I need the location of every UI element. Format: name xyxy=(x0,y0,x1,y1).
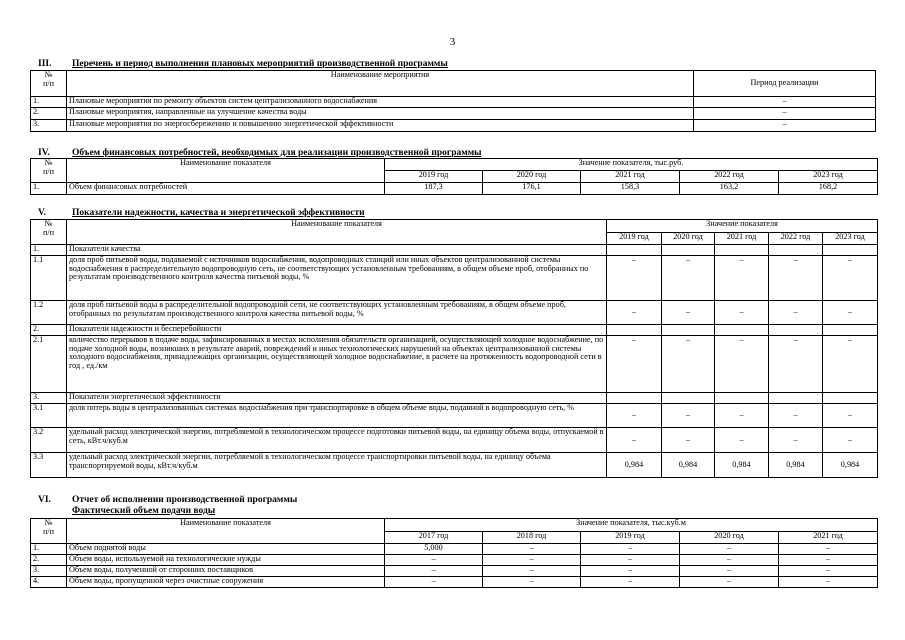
header-indicator-name: Наименование показателя xyxy=(67,519,385,544)
section-title: Отчет об исполнении производственной программы xyxy=(72,495,298,505)
row-period: – xyxy=(694,120,876,132)
row-value: – xyxy=(483,544,581,555)
row-value: – xyxy=(385,566,483,577)
row-period: – xyxy=(694,108,876,120)
group-row xyxy=(31,325,878,336)
row-num: 3. xyxy=(31,120,67,132)
section-title: Перечень и период выполнения плановых мероприятий производственной программы xyxy=(72,59,448,69)
section-4-heading xyxy=(38,148,482,158)
table-row xyxy=(31,108,876,120)
row-num: 3.1 xyxy=(31,404,67,428)
year-header: 2021 год xyxy=(581,171,680,183)
row-value: – xyxy=(715,336,769,393)
table-row xyxy=(31,555,878,566)
row-name: Объем финансовых потребностей xyxy=(67,183,385,195)
section-number: V. xyxy=(38,208,47,218)
row-value: – xyxy=(581,555,680,566)
row-name: количество перерывов в подаче воды, зафиксированных в местах исполнения обязательств организацией, осуществляющей холодное водоснабжение, по подаче холодной воды, возникших в результате аварий, повреждений и иных технологических нарушений на объектах централизованной системы холодного водоснабжения, принадлежащих организации, осуществляющей холодное водоснабжение, в расчете на протяженность водопроводной сети в год , ед./км xyxy=(67,336,607,393)
year-header: 2019 год xyxy=(581,532,680,544)
group-row xyxy=(31,245,878,256)
year-header: 2020 год xyxy=(680,532,779,544)
section-number: VI. xyxy=(38,495,51,505)
row-name: Плановые мероприятия по энергосбережению и повышению энергетической эффективности xyxy=(67,120,694,132)
year-header: 2020 год xyxy=(483,171,581,183)
table-row xyxy=(31,566,878,577)
row-num: 3. xyxy=(31,566,67,577)
row-value: – xyxy=(823,336,878,393)
row-value: – xyxy=(769,336,823,393)
reliability-indicators-table xyxy=(30,219,878,478)
year-header: 2021 год xyxy=(715,233,769,245)
header-num: № п/п xyxy=(31,220,67,245)
row-num: 1. xyxy=(31,183,67,195)
section-number: IV. xyxy=(38,148,50,158)
row-value: – xyxy=(779,577,878,588)
section-6-heading xyxy=(38,495,297,505)
row-name: Плановые мероприятия, направленные на улучшение качества воды xyxy=(67,108,694,120)
row-value: 5,000 xyxy=(385,544,483,555)
header-activity-name: Наименование мероприятия xyxy=(67,71,694,97)
year-header: 2021 год xyxy=(779,532,878,544)
row-num: 2. xyxy=(31,325,67,336)
row-value: 0,984 xyxy=(823,453,878,478)
financial-needs-table xyxy=(30,158,878,195)
row-num: 2. xyxy=(31,555,67,566)
row-value: – xyxy=(715,256,769,301)
header-value: Значение показателя, тыс.куб.м xyxy=(385,519,878,532)
row-value: – xyxy=(715,301,769,325)
row-value: – xyxy=(483,555,581,566)
row-name: Объем воды, используемой на технологические нужды xyxy=(67,555,385,566)
row-num: 1.1 xyxy=(31,256,67,301)
row-value: 187,3 xyxy=(385,183,483,195)
table-row xyxy=(31,97,876,108)
header-period: Период реализации xyxy=(694,71,876,97)
section-title: Показатели надежности, качества и энергетической эффективности xyxy=(72,208,365,218)
row-value: – xyxy=(662,301,715,325)
row-value: – xyxy=(680,577,779,588)
planned-activities-table xyxy=(30,70,876,132)
row-value: – xyxy=(662,336,715,393)
table-row xyxy=(31,336,878,393)
table-row xyxy=(31,183,878,195)
row-value: – xyxy=(823,428,878,453)
row-value: – xyxy=(607,256,662,301)
row-value: – xyxy=(715,404,769,428)
year-header: 2020 год xyxy=(662,233,715,245)
row-value: – xyxy=(385,577,483,588)
header-num: № п/п xyxy=(31,71,67,97)
row-period: – xyxy=(694,97,876,108)
header-indicator-name: Наименование показателя xyxy=(67,159,385,183)
row-value: – xyxy=(769,256,823,301)
row-value: – xyxy=(385,555,483,566)
row-value: 0,984 xyxy=(662,453,715,478)
year-header: 2017 год xyxy=(385,532,483,544)
year-header: 2022 год xyxy=(680,171,779,183)
row-value: – xyxy=(662,404,715,428)
row-value: – xyxy=(779,544,878,555)
row-num: 2.1 xyxy=(31,336,67,393)
row-value: – xyxy=(680,555,779,566)
table-row xyxy=(31,453,878,478)
row-value: – xyxy=(769,428,823,453)
header-value: Значение показателя, тыс.руб. xyxy=(385,159,878,171)
row-name: Объем воды, полученной от сторонних поставщиков xyxy=(67,566,385,577)
row-name: Объем поднятой воды xyxy=(67,544,385,555)
row-value: – xyxy=(662,428,715,453)
row-name: Показатели качества xyxy=(67,245,607,256)
row-value: – xyxy=(581,566,680,577)
row-value: 158,3 xyxy=(581,183,680,195)
row-value: – xyxy=(769,404,823,428)
row-name: Плановые мероприятия по ремонту объектов систем централизованного водоснабжения xyxy=(67,97,694,108)
row-value: – xyxy=(483,577,581,588)
row-num: 3.2 xyxy=(31,428,67,453)
row-value: – xyxy=(715,428,769,453)
row-value: 176,1 xyxy=(483,183,581,195)
row-value: 0,984 xyxy=(715,453,769,478)
row-value: – xyxy=(823,404,878,428)
row-name: доля потерь воды в централизованных системах водоснабжения при транспортировке в общем объеме воды, поданной в водопроводную сеть, % xyxy=(67,404,607,428)
row-value: 163,2 xyxy=(680,183,779,195)
row-num: 3. xyxy=(31,393,67,404)
row-value: – xyxy=(581,577,680,588)
table-row xyxy=(31,577,878,588)
table-row xyxy=(31,544,878,555)
row-num: 3.3 xyxy=(31,453,67,478)
row-value: – xyxy=(607,428,662,453)
section-number: III. xyxy=(38,59,52,69)
table-row xyxy=(31,256,878,301)
year-header: 2022 год xyxy=(769,233,823,245)
table-row xyxy=(31,120,876,132)
row-value: 0,984 xyxy=(607,453,662,478)
row-num: 1.2 xyxy=(31,301,67,325)
table-row xyxy=(31,428,878,453)
row-value: 0,984 xyxy=(769,453,823,478)
row-name: Показатели надежности и бесперебойности xyxy=(67,325,607,336)
water-supply-report-table xyxy=(30,518,878,588)
year-header: 2023 год xyxy=(779,171,878,183)
year-header: 2023 год xyxy=(823,233,878,245)
year-header: 2018 год xyxy=(483,532,581,544)
table-row xyxy=(31,404,878,428)
row-name: доля проб питьевой воды в распределительной водопроводной сети, не соответствующих установленным требованиям, в общем объеме проб, отобранных по результатам производственного контроля качества питьевой воды, % xyxy=(67,301,607,325)
row-value: – xyxy=(680,566,779,577)
row-num: 2. xyxy=(31,108,67,120)
row-value: 168,2 xyxy=(779,183,878,195)
header-indicator-name: Наименование показателя xyxy=(67,220,607,245)
section-5-heading xyxy=(38,208,365,218)
row-name: Показатели энергетической эффективности xyxy=(67,393,607,404)
row-num: 1. xyxy=(31,245,67,256)
row-value: – xyxy=(823,256,878,301)
row-num: 1. xyxy=(31,544,67,555)
row-name: удельный расход электрической энергии, потребляемой в технологическом процессе транспортировки питьевой воды, на единицу объема транспортируемой воды, кВт.ч/куб.м xyxy=(67,453,607,478)
row-num: 4. xyxy=(31,577,67,588)
row-value: – xyxy=(779,555,878,566)
row-num: 1. xyxy=(31,97,67,108)
row-value: – xyxy=(581,544,680,555)
row-value: – xyxy=(607,404,662,428)
section-subtitle: Фактический объем подачи воды xyxy=(72,506,216,516)
group-row xyxy=(31,393,878,404)
row-value: – xyxy=(483,566,581,577)
table-row xyxy=(31,301,878,325)
header-num: № п/п xyxy=(31,159,67,183)
row-value: – xyxy=(823,301,878,325)
year-header: 2019 год xyxy=(385,171,483,183)
section-3-heading xyxy=(38,59,448,69)
row-value: – xyxy=(607,336,662,393)
row-name: доля проб питьевой воды, подаваемой с источников водоснабжения, водопроводных станций или иных объектов централизованной системы водоснабжения в распределительную водопроводную сеть, не соответствующих установленным требованиям, в общем объеме проб, отобранных по результатам производственного контроля качества питьевой воды, % xyxy=(67,256,607,301)
section-6-subtitle xyxy=(72,506,215,516)
row-name: Объем воды, пропущенной через очистные сооружения xyxy=(67,577,385,588)
row-value: – xyxy=(680,544,779,555)
row-value: – xyxy=(769,301,823,325)
row-value: – xyxy=(607,301,662,325)
header-value: Значение показателя xyxy=(607,220,878,233)
row-value: – xyxy=(779,566,878,577)
year-header: 2019 год xyxy=(607,233,662,245)
row-name: удельный расход электрической энергии, потребляемой в технологическом процессе подготовки питьевой воды, на единицу объема воды, отпускаемой в сеть, кВт.ч/куб.м xyxy=(67,428,607,453)
section-title: Объем финансовых потребностей, необходимых для реализации производственной программы xyxy=(72,148,482,158)
row-value: – xyxy=(662,256,715,301)
page-number: 3 xyxy=(449,36,456,48)
header-num: № п/п xyxy=(31,519,67,544)
